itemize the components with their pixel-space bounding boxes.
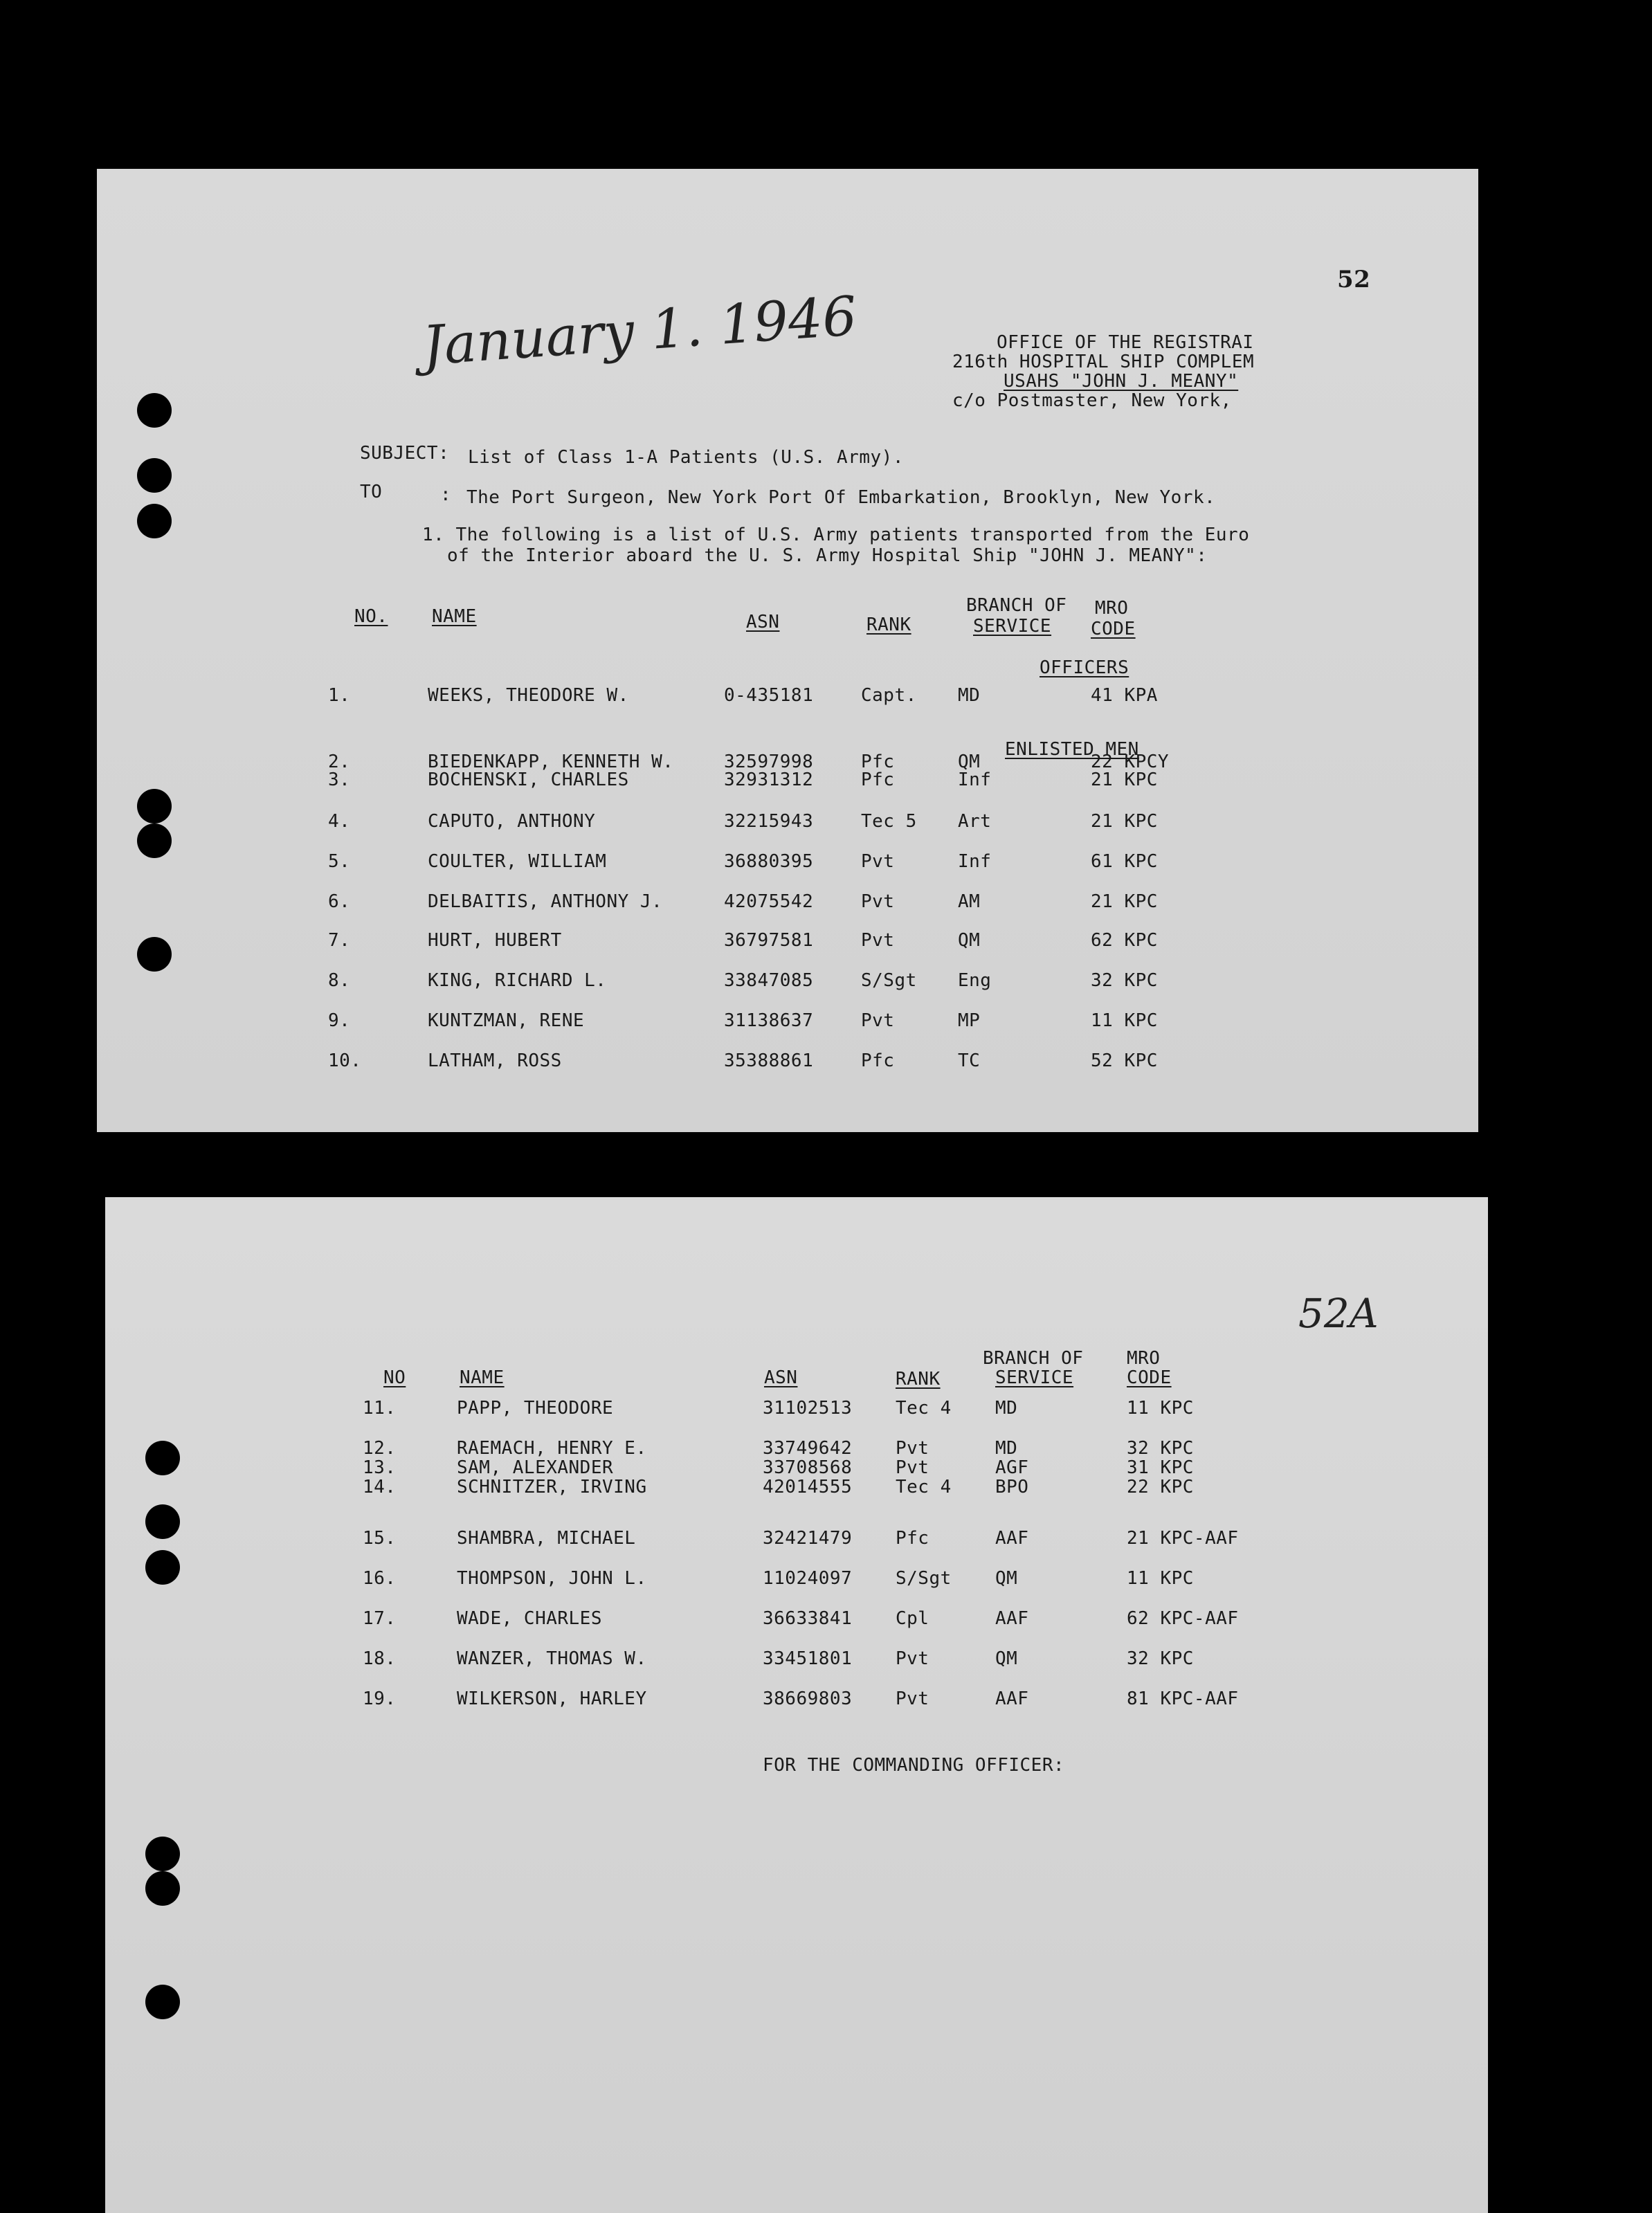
row-no: 11. [363,1398,397,1419]
closing-line: FOR THE COMMANDING OFFICER: [763,1755,1065,1776]
row-no: 6. [328,891,351,912]
row-name: DELBAITIS, ANTHONY J. [428,891,663,912]
document-page-2 [105,1197,1488,2213]
handwritten-page-number: 52A [1298,1290,1379,1337]
row-branch: MD [995,1438,1018,1459]
row-mro: 62 KPC-AAF [1127,1608,1239,1629]
binder-hole [145,1985,180,2019]
row-asn: 36880395 [724,851,814,872]
row-branch: Eng [958,970,992,991]
row-mro: 11 KPC [1091,1010,1158,1031]
row-mro: 21 KPC [1091,811,1158,832]
row-rank: Cpl [896,1608,929,1629]
subject-label: SUBJECT: [360,443,450,464]
binder-hole [137,393,172,428]
row-branch: Inf [958,769,992,790]
row-rank: Capt. [861,685,917,706]
row-rank: Pfc [861,1050,895,1071]
row-no: 17. [363,1608,397,1629]
row-name: WADE, CHARLES [457,1608,602,1629]
row-mro: 21 KPC-AAF [1127,1528,1239,1549]
row-no: 3. [328,769,351,790]
row-mro: 32 KPC [1127,1648,1194,1669]
row-name: COULTER, WILLIAM [428,851,607,872]
col-header-rank: RANK [866,614,911,635]
row-asn: 33708568 [763,1457,853,1478]
row-branch: QM [995,1648,1018,1669]
row-rank: Pfc [896,1528,929,1549]
office-line-3: USAHS "JOHN J. MEANY" [1004,371,1239,392]
row-branch: QM [995,1568,1018,1589]
to-text: The Port Surgeon, New York Port Of Embarkation, Brooklyn, New York. [466,487,1216,508]
paragraph-line-1: 1. The following is a list of U.S. Army patients transported from the Euro [422,525,1250,545]
col-header-mro-1: MRO [1095,598,1129,619]
row-branch: MD [995,1398,1018,1419]
office-line-2: 216th HOSPITAL SHIP COMPLEM [952,352,1255,372]
row-rank: Pfc [861,769,895,790]
row-rank: Tec 5 [861,811,917,832]
row-mro: 22 KPCY [1091,752,1170,772]
office-line-4: c/o Postmaster, New York, [952,390,1232,411]
row-asn: 38669803 [763,1688,853,1709]
row-rank: Pfc [861,752,895,772]
row-name: THOMPSON, JOHN L. [457,1568,647,1589]
row-name: BIEDENKAPP, KENNETH W. [428,752,674,772]
row-asn: 36797581 [724,930,814,951]
row-rank: Pvt [896,1457,929,1478]
row-name: SCHNITZER, IRVING [457,1477,647,1497]
row-asn: 32215943 [724,811,814,832]
row-asn: 33847085 [724,970,814,991]
row-rank: Pvt [861,1010,895,1031]
row-no: 19. [363,1688,397,1709]
paragraph-line-2: of the Interior aboard the U. S. Army Hospital Ship "JOHN J. MEANY": [447,545,1208,566]
row-name: WEEKS, THEODORE W. [428,685,629,706]
row-name: PAPP, THEODORE [457,1398,614,1419]
binder-hole [137,823,172,858]
col-header-asn: ASN [746,612,780,632]
row-name: SAM, ALEXANDER [457,1457,614,1478]
row-mro: 32 KPC [1127,1438,1194,1459]
row-asn: 33749642 [763,1438,853,1459]
row-mro: 21 KPC [1091,769,1158,790]
binder-hole [137,789,172,823]
row-asn: 36633841 [763,1608,853,1629]
handwritten-date: January 1. 1946 [420,285,859,378]
row-mro: 81 KPC-AAF [1127,1688,1239,1709]
office-line-1: OFFICE OF THE REGISTRAI [997,332,1254,353]
row-no: 9. [328,1010,351,1031]
row-asn: 32421479 [763,1528,853,1549]
row-asn: 32597998 [724,752,814,772]
col-header-branch-1: BRANCH OF [966,595,1067,616]
row-no: 8. [328,970,351,991]
binder-hole [137,937,172,972]
row-name: SHAMBRA, MICHAEL [457,1528,636,1549]
col-header-rank: RANK [896,1369,941,1390]
row-mro: 22 KPC [1127,1477,1194,1497]
row-mro: 41 KPA [1091,685,1158,706]
row-asn: 42075542 [724,891,814,912]
col-header-name: NAME [432,606,477,627]
row-no: 10. [328,1050,362,1071]
col-header-mro-2: CODE [1091,619,1136,639]
officers-heading: OFFICERS [1040,657,1129,678]
row-name: KUNTZMAN, RENE [428,1010,585,1031]
row-mro: 32 KPC [1091,970,1158,991]
col-header-branch-2: SERVICE [973,616,1052,637]
row-mro: 21 KPC [1091,891,1158,912]
row-branch: QM [958,752,981,772]
row-rank: S/Sgt [896,1568,952,1589]
row-mro: 11 KPC [1127,1568,1194,1589]
row-asn: 42014555 [763,1477,853,1497]
row-no: 5. [328,851,351,872]
row-rank: Pvt [896,1688,929,1709]
row-branch: AGF [995,1457,1029,1478]
binder-hole [137,504,172,538]
row-mro: 62 KPC [1091,930,1158,951]
binder-hole [145,1441,180,1475]
row-name: HURT, HUBERT [428,930,562,951]
row-mro: 31 KPC [1127,1457,1194,1478]
col-header-branch-1: BRANCH OF [983,1348,1084,1369]
col-header-no: NO. [354,606,388,627]
row-rank: Pvt [896,1648,929,1669]
to-colon: : [440,484,452,505]
row-name: KING, RICHARD L. [428,970,607,991]
row-branch: Art [958,811,992,832]
row-branch: MD [958,685,981,706]
row-branch: AM [958,891,981,912]
row-asn: 33451801 [763,1648,853,1669]
row-mro: 11 KPC [1127,1398,1194,1419]
binder-hole [137,458,172,493]
row-asn: 11024097 [763,1568,853,1589]
row-no: 2. [328,752,351,772]
row-no: 16. [363,1568,397,1589]
row-name: WANZER, THOMAS W. [457,1648,647,1669]
row-rank: Tec 4 [896,1477,952,1497]
row-branch: AAF [995,1688,1029,1709]
row-rank: Pvt [896,1438,929,1459]
row-asn: 31102513 [763,1398,853,1419]
row-rank: Pvt [861,891,895,912]
binder-hole [145,1871,180,1906]
row-no: 14. [363,1477,397,1497]
to-label: TO [360,482,383,502]
row-asn: 32931312 [724,769,814,790]
row-branch: AAF [995,1608,1029,1629]
page-number: 52 [1337,266,1371,293]
row-branch: AAF [995,1528,1029,1549]
col-header-no: NO [383,1367,406,1388]
row-no: 4. [328,811,351,832]
row-name: CAPUTO, ANTHONY [428,811,596,832]
row-mro: 52 KPC [1091,1050,1158,1071]
row-rank: Pvt [861,851,895,872]
col-header-asn: ASN [764,1367,798,1388]
row-branch: BPO [995,1477,1029,1497]
row-name: LATHAM, ROSS [428,1050,562,1071]
row-branch: Inf [958,851,992,872]
row-asn: 0-435181 [724,685,814,706]
binder-hole [145,1550,180,1585]
col-header-mro-1: MRO [1127,1348,1161,1369]
row-no: 12. [363,1438,397,1459]
row-no: 18. [363,1648,397,1669]
row-no: 15. [363,1528,397,1549]
row-no: 7. [328,930,351,951]
row-rank: S/Sgt [861,970,917,991]
row-no: 1. [328,685,351,706]
row-branch: MP [958,1010,981,1031]
row-name: WILKERSON, HARLEY [457,1688,647,1709]
row-mro: 61 KPC [1091,851,1158,872]
enlisted-heading: ENLISTED MEN [1005,739,1139,760]
col-header-branch-2: SERVICE [995,1367,1074,1388]
row-rank: Pvt [861,930,895,951]
row-name: RAEMACH, HENRY E. [457,1438,647,1459]
col-header-name: NAME [460,1367,505,1388]
binder-hole [145,1837,180,1871]
row-branch: TC [958,1050,981,1071]
row-branch: QM [958,930,981,951]
row-asn: 35388861 [724,1050,814,1071]
row-name: BOCHENSKI, CHARLES [428,769,629,790]
subject-text: List of Class 1-A Patients (U.S. Army). [468,447,904,468]
document-page-1 [97,169,1478,1132]
row-rank: Tec 4 [896,1398,952,1419]
row-no: 13. [363,1457,397,1478]
col-header-mro-2: CODE [1127,1367,1172,1388]
binder-hole [145,1504,180,1539]
row-asn: 31138637 [724,1010,814,1031]
